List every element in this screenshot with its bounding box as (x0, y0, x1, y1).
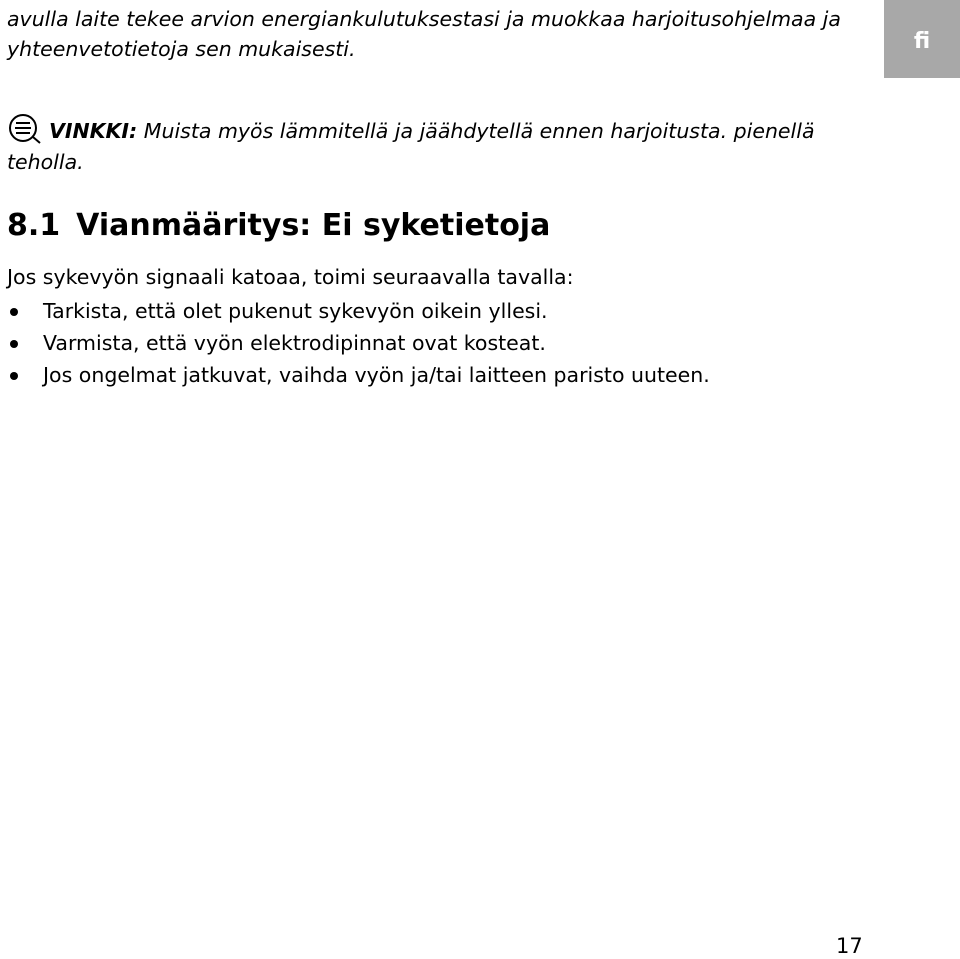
list-item-text: Tarkista, että olet pukenut sykevyön oikein yllesi. (43, 299, 548, 323)
bullet-icon (10, 308, 18, 316)
section-number: 8.1 (7, 208, 61, 243)
body-paragraph: Jos sykevyön signaali katoaa, toimi seuraavalla tavalla: (7, 265, 574, 289)
bullet-icon (10, 340, 18, 348)
list-item (7, 359, 710, 391)
section-title: Vianmääritys: Ei syketietoja (76, 208, 551, 243)
list-item (7, 295, 710, 327)
tip-label: VINKKI: (49, 119, 138, 143)
list-item-text: Jos ongelmat jatkuvat, vaihda vyön ja/tai laitteen paristo uuteen. (43, 363, 710, 387)
note-icon (7, 113, 43, 145)
tip-text: Muista myös lämmitellä ja jäähdytellä ennen harjoitusta. pienellä teholla. (7, 119, 815, 174)
list-item-text: Varmista, että vyön elektrodipinnat ovat kosteat. (43, 331, 546, 355)
tip-note (7, 113, 857, 178)
list-item (7, 327, 710, 359)
bullet-icon (10, 372, 18, 380)
section-heading (7, 205, 550, 247)
intro-paragraph: avulla laite tekee arvion energiankulutuksestasi ja muokkaa harjoitusohjelmaa ja yhteenvetotietoja sen mukaisesti. (7, 7, 841, 61)
bullet-list (7, 295, 710, 391)
page-number: 17 (836, 934, 863, 958)
language-tab: fi (884, 0, 960, 78)
